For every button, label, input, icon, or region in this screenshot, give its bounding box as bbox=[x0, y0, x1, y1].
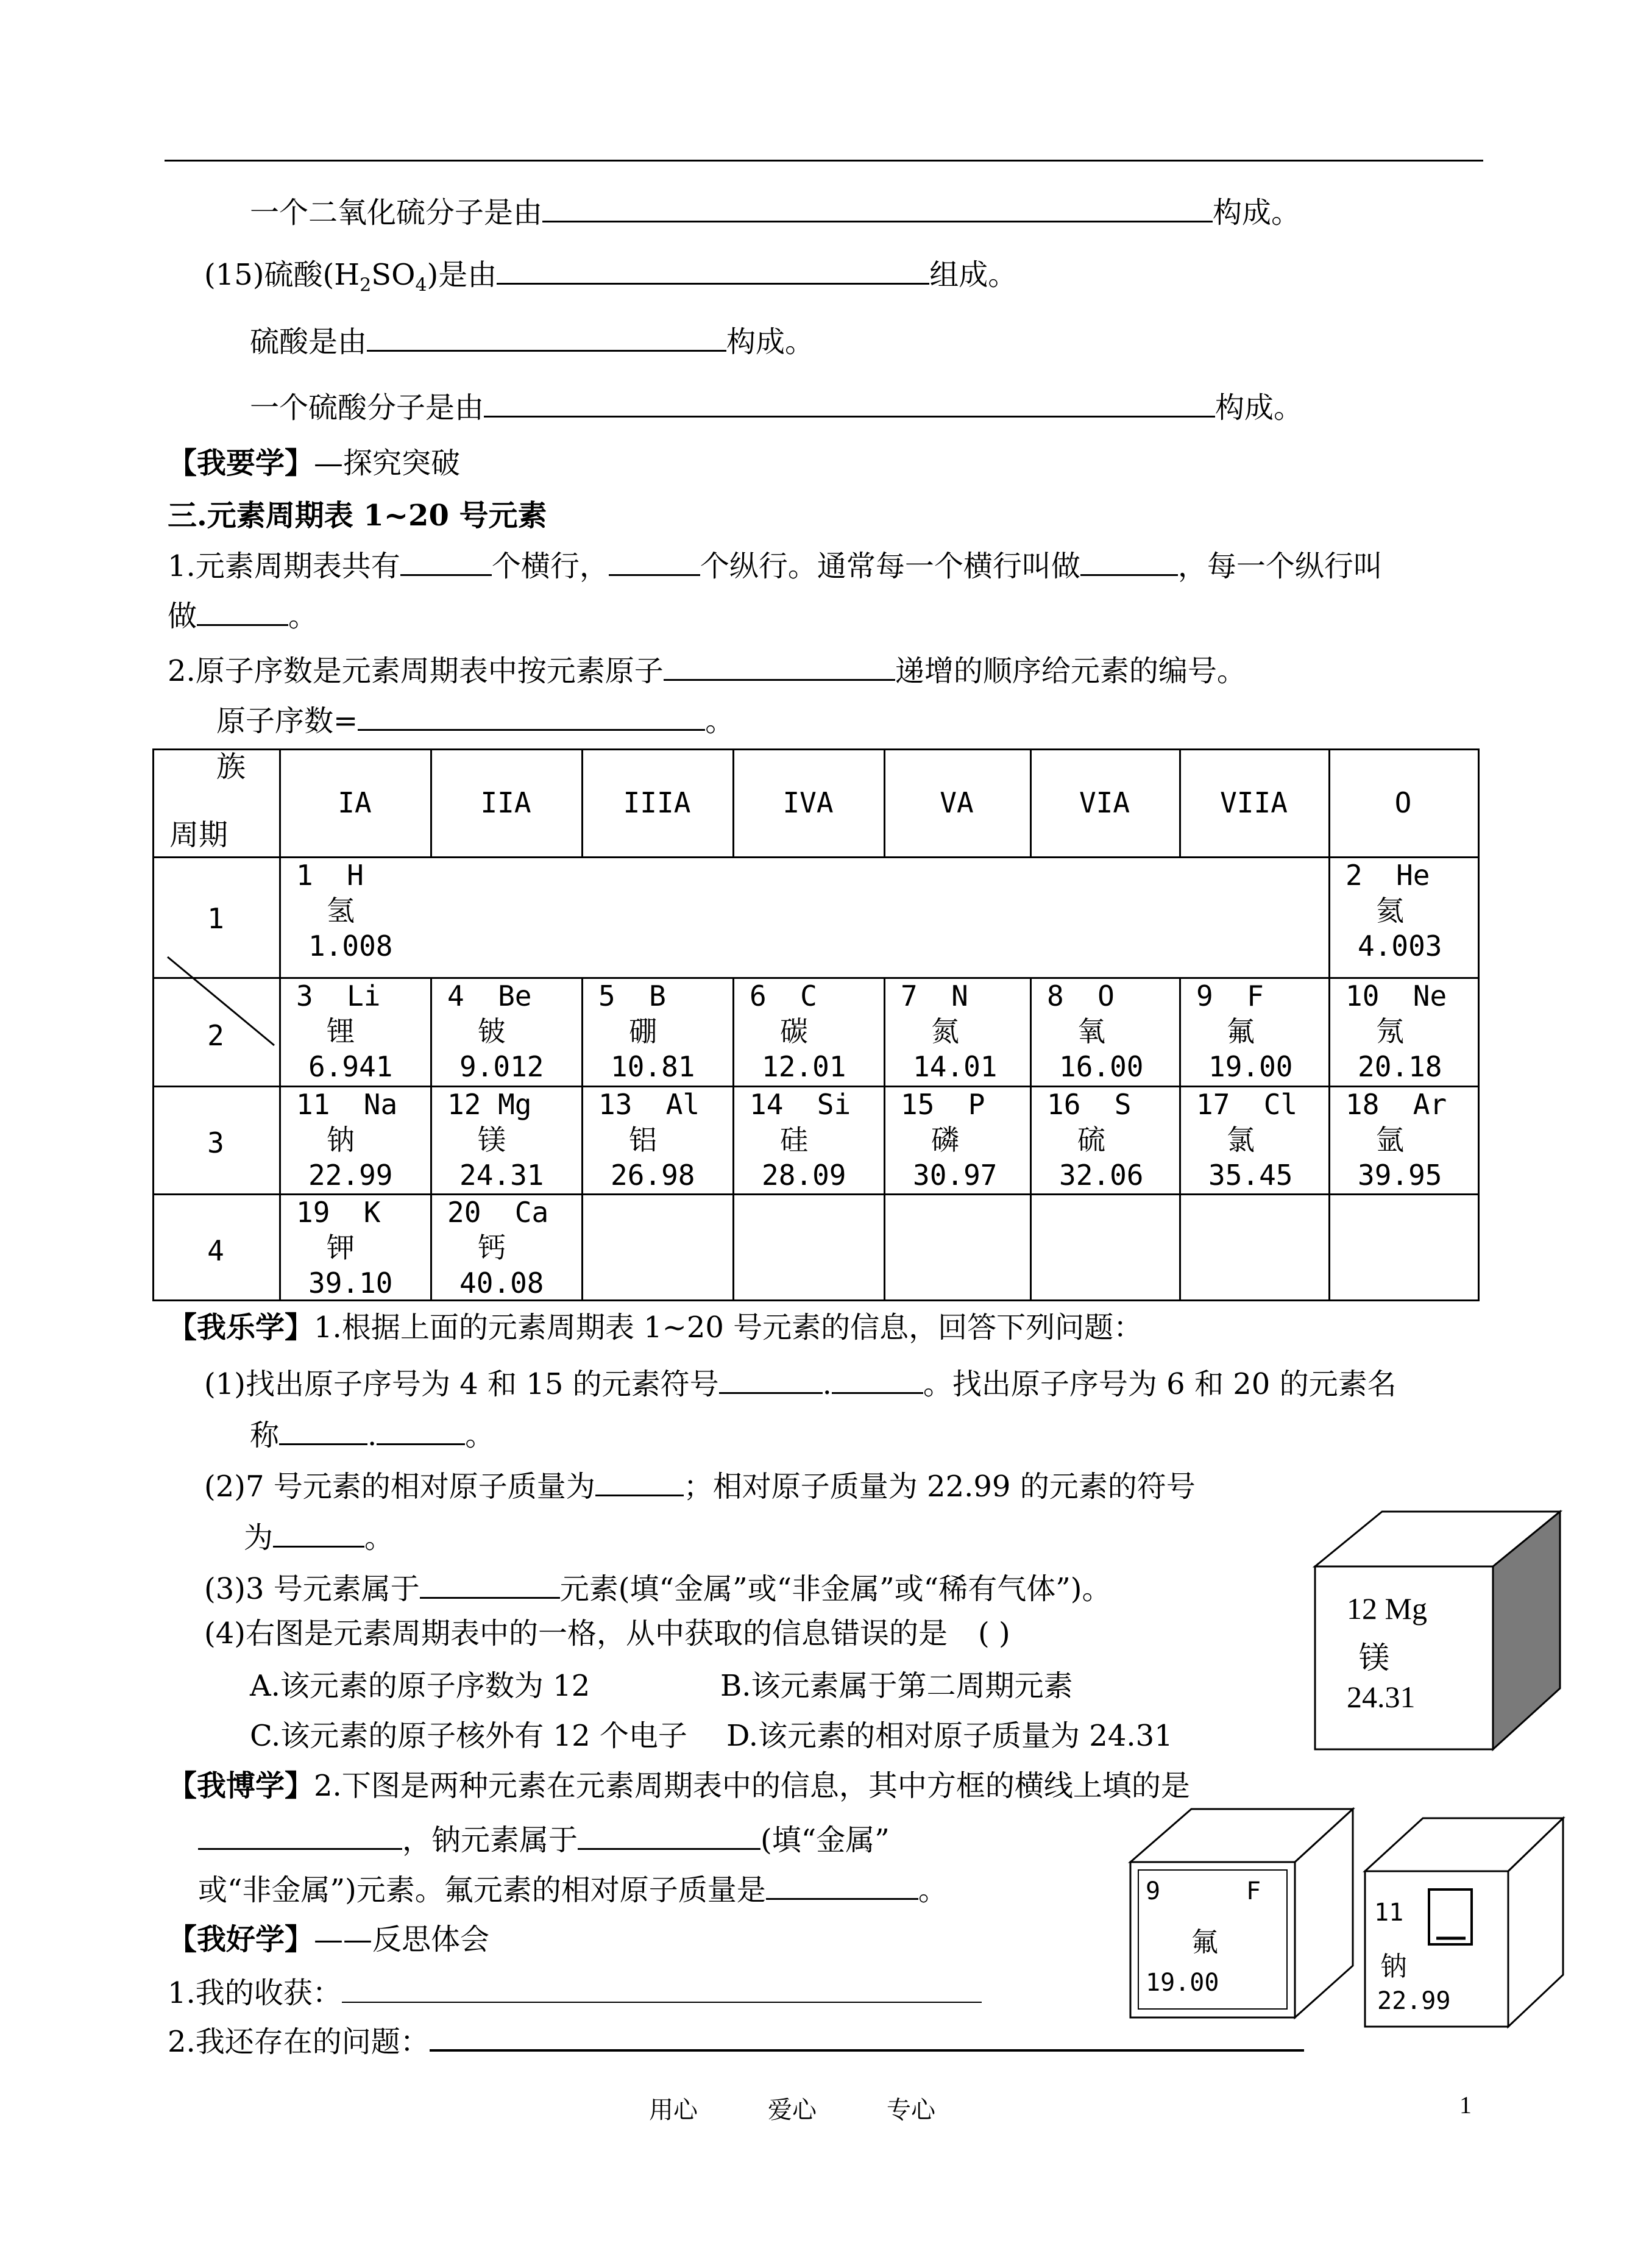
table-border-top bbox=[152, 748, 1480, 750]
element-mass: 19.00 bbox=[1208, 1050, 1293, 1083]
element-symbol: 11 Na bbox=[296, 1088, 398, 1121]
element-cube-na bbox=[1362, 1813, 1569, 2033]
header-rule bbox=[165, 160, 1483, 162]
element-symbol: 19 K bbox=[296, 1196, 381, 1229]
element-symbol: 15 P bbox=[901, 1088, 985, 1121]
element-name: 氩 bbox=[1376, 1123, 1404, 1156]
element-name: 氦 bbox=[1376, 894, 1404, 927]
bo-line-3: 或“非金属”)元素。氟元素的相对原子质量是 。 bbox=[198, 1871, 948, 1908]
element-name: 氧 bbox=[1077, 1015, 1105, 1048]
footer-text-1: 用心 bbox=[649, 2096, 698, 2124]
cube-na-name: 钠 bbox=[1380, 1951, 1407, 1982]
element-mass: 24.31 bbox=[459, 1159, 544, 1192]
element-symbol: 12 Mg bbox=[447, 1088, 532, 1121]
cube-f-number: 9 bbox=[1146, 1877, 1161, 1905]
element-mass: 26.98 bbox=[611, 1159, 695, 1192]
question-2-cont: 为 。 bbox=[244, 1519, 394, 1556]
element-name: 硫 bbox=[1077, 1123, 1105, 1156]
element-name: 锂 bbox=[327, 1015, 355, 1048]
line-so2-molecule: 一个二氧化硫分子是由 构成。 bbox=[250, 194, 1300, 231]
question-4: (4)右图是元素周期表中的一格，从中获取的信息错误的是 ( ) bbox=[204, 1616, 1010, 1651]
blank[interactable] bbox=[430, 2022, 1304, 2052]
question-3: (3)3 号元素属于 元素(填“金属”或“非金属”或“稀有气体”)。 bbox=[204, 1570, 1112, 1607]
element-symbol: 2 He bbox=[1346, 859, 1430, 892]
blank[interactable] bbox=[367, 323, 726, 352]
question-rows-columns-cont: 做 。 bbox=[168, 597, 317, 635]
table-col-line bbox=[1328, 748, 1330, 1301]
element-symbol: 14 Si bbox=[750, 1088, 851, 1121]
question-rows-columns: 1.元素周期表共有 个横行， 个纵行。通常每一个横行叫做 ，每一个纵行叫 bbox=[168, 547, 1383, 585]
element-name: 硅 bbox=[780, 1123, 808, 1156]
group-header: IIIA bbox=[623, 786, 691, 819]
element-name: 氯 bbox=[1227, 1123, 1255, 1156]
option-c[interactable]: C.该元素的原子核外有 12 个电子 bbox=[250, 1719, 687, 1753]
table-col-line bbox=[732, 977, 734, 1301]
element-mass: 40.08 bbox=[459, 1267, 544, 1299]
element-mass: 14.01 bbox=[913, 1050, 998, 1083]
element-symbol: 17 Cl bbox=[1196, 1088, 1298, 1121]
element-mass: 12.01 bbox=[762, 1050, 846, 1083]
blank[interactable] bbox=[664, 652, 895, 681]
line-sulfuric-acid-molecule: 一个硫酸分子是由 构成。 bbox=[250, 389, 1303, 426]
element-symbol: 6 C bbox=[750, 979, 817, 1012]
element-mass: 30.97 bbox=[913, 1159, 998, 1192]
blank[interactable] bbox=[400, 547, 492, 576]
bo-line-2: ，钠元素属于 (填“金属” bbox=[198, 1821, 890, 1858]
page-number: 1 bbox=[1459, 2091, 1472, 2119]
element-cube-mg bbox=[1310, 1505, 1566, 1755]
element-mass: 28.09 bbox=[762, 1159, 846, 1192]
element-mass: 6.941 bbox=[308, 1050, 393, 1083]
element-name: 氮 bbox=[931, 1015, 959, 1048]
element-symbol: 9 F bbox=[1196, 979, 1264, 1012]
option-a[interactable]: A.该元素的原子序数为 12 bbox=[250, 1669, 590, 1703]
element-name: 氢 bbox=[327, 894, 355, 927]
period-label: 2 bbox=[207, 1019, 224, 1052]
element-symbol: 13 Al bbox=[598, 1088, 700, 1121]
question-1-cont: 称 . 。 bbox=[250, 1417, 494, 1454]
cube-na-number: 11 bbox=[1374, 1899, 1404, 1927]
group-header: VIA bbox=[1079, 786, 1130, 819]
section-woyaoxue: 【我要学】—探究突破 bbox=[168, 446, 461, 480]
element-symbol: 5 B bbox=[598, 979, 666, 1012]
element-mass: 20.18 bbox=[1358, 1050, 1442, 1083]
element-symbol: 4 Be bbox=[447, 979, 532, 1012]
question-2: (2)7 号元素的相对原子质量为 ；相对原子质量为 22.99 的元素的符号 bbox=[204, 1468, 1196, 1505]
element-symbol: 18 Ar bbox=[1346, 1088, 1447, 1121]
element-mass: 35.45 bbox=[1208, 1159, 1293, 1192]
period-label: 3 bbox=[207, 1126, 224, 1159]
blank[interactable] bbox=[719, 1365, 823, 1394]
element-name: 碳 bbox=[780, 1015, 808, 1048]
section-wobofxue: 【我博学】2.下图是两种元素在元素周期表中的信息，其中方框的横线上填的是 bbox=[168, 1769, 1190, 1803]
blank[interactable] bbox=[497, 256, 929, 285]
element-symbol: 8 O bbox=[1047, 979, 1115, 1012]
table-col-line bbox=[581, 977, 583, 1301]
footer-text-3: 专心 bbox=[887, 2096, 935, 2124]
line-sulfuric-acid-structure: 硫酸是由 构成。 bbox=[250, 323, 814, 360]
footer-text-2: 爱心 bbox=[768, 2096, 817, 2124]
element-name: 铍 bbox=[478, 1015, 506, 1048]
table-col-line bbox=[884, 977, 885, 1301]
group-header: VA bbox=[940, 786, 974, 819]
option-b[interactable]: B.该元素属于第二周期元素 bbox=[720, 1669, 1073, 1703]
element-symbol: 3 Li bbox=[296, 979, 381, 1012]
element-name: 硼 bbox=[629, 1015, 657, 1048]
element-mass: 39.95 bbox=[1358, 1159, 1442, 1192]
element-name: 铝 bbox=[629, 1123, 657, 1156]
cube-na-mass: 22.99 bbox=[1377, 1987, 1451, 2015]
section-wolexue: 【我乐学】1.根据上面的元素周期表 1~20 号元素的信息，回答下列问题： bbox=[168, 1310, 1143, 1345]
element-name: 钾 bbox=[327, 1231, 355, 1264]
cube-mg-symbol: 12 Mg bbox=[1347, 1591, 1427, 1626]
blank[interactable] bbox=[279, 1417, 367, 1445]
blank[interactable] bbox=[832, 1365, 923, 1394]
section-wohaoxue: 【我好学】——反思体会 bbox=[168, 1922, 490, 1957]
blank[interactable] bbox=[273, 1519, 364, 1548]
group-header: IA bbox=[338, 786, 372, 819]
blank[interactable] bbox=[766, 1871, 918, 1900]
element-symbol: 20 Ca bbox=[447, 1196, 549, 1229]
reflection-gains: 1.我的收获： bbox=[168, 1975, 982, 2011]
element-mass: 32.06 bbox=[1059, 1159, 1144, 1192]
cube-f-mass: 19.00 bbox=[1146, 1969, 1219, 1997]
blank[interactable] bbox=[578, 1821, 760, 1850]
blank[interactable] bbox=[1080, 547, 1178, 576]
table-border-right bbox=[1478, 748, 1480, 1301]
option-d[interactable]: D.该元素的相对原子质量为 24.31 bbox=[726, 1719, 1173, 1753]
section-title-periodic-table: 三.元素周期表 1~20 号元素 bbox=[168, 499, 547, 533]
element-symbol: 7 N bbox=[901, 979, 968, 1012]
blank[interactable] bbox=[609, 547, 700, 576]
element-name: 氟 bbox=[1227, 1015, 1255, 1048]
element-symbol: 1 H bbox=[296, 859, 364, 892]
period-label: 4 bbox=[207, 1234, 224, 1267]
element-mass: 16.00 bbox=[1059, 1050, 1144, 1083]
blank[interactable] bbox=[595, 1468, 684, 1496]
cube-outline bbox=[1310, 1505, 1566, 1755]
table-col-line bbox=[1179, 977, 1181, 1301]
group-header: IVA bbox=[782, 786, 834, 819]
cube-mg-mass: 24.31 bbox=[1347, 1680, 1416, 1714]
element-mass: 22.99 bbox=[308, 1159, 393, 1192]
element-symbol: 16 S bbox=[1047, 1088, 1132, 1121]
blank[interactable] bbox=[342, 1975, 982, 2003]
element-name: 镁 bbox=[478, 1123, 506, 1156]
blank[interactable] bbox=[542, 194, 1213, 222]
line-sulfuric-acid-composition: (15)硫酸$(H_2SO_4)$是由 组成。 bbox=[204, 256, 1017, 304]
element-cube-f bbox=[1127, 1804, 1359, 2024]
element-name: 钠 bbox=[327, 1123, 355, 1156]
atomic-number-equation: 原子序数= 。 bbox=[216, 702, 734, 739]
element-mass: 1.008 bbox=[308, 930, 393, 962]
blank[interactable] bbox=[484, 389, 1215, 418]
period-label: 1 bbox=[207, 902, 224, 935]
cube-f-name: 氟 bbox=[1191, 1927, 1218, 1958]
element-name: 磷 bbox=[931, 1123, 959, 1156]
corner-header-period: 周期 bbox=[169, 818, 229, 852]
group-header: IIA bbox=[480, 786, 531, 819]
group-header: O bbox=[1394, 786, 1412, 819]
group-header: VIIA bbox=[1220, 786, 1288, 819]
element-mass: 4.003 bbox=[1358, 930, 1442, 962]
cube-f-symbol: F bbox=[1246, 1877, 1261, 1905]
element-mass: 39.10 bbox=[308, 1267, 393, 1299]
blank[interactable] bbox=[198, 1821, 402, 1850]
reflection-problems: 2.我还存在的问题： bbox=[168, 2022, 1304, 2060]
blank[interactable] bbox=[420, 1570, 560, 1599]
element-mass: 9.012 bbox=[459, 1050, 544, 1083]
corner-header-group: 族 bbox=[216, 750, 246, 784]
blank[interactable] bbox=[377, 1417, 465, 1445]
table-col-line bbox=[430, 977, 432, 1301]
element-symbol: 10 Ne bbox=[1346, 979, 1447, 1012]
question-atomic-number: 2.原子序数是元素周期表中按元素原子 递增的顺序给元素的编号。 bbox=[168, 652, 1246, 689]
blank[interactable] bbox=[197, 597, 288, 626]
question-1: (1)找出原子序号为 4 和 15 的元素符号 . 。找出原子序号为 6 和 20 的元素名 bbox=[204, 1365, 1397, 1402]
blank[interactable] bbox=[358, 702, 705, 731]
element-name: 氖 bbox=[1376, 1015, 1404, 1048]
element-name: 钙 bbox=[478, 1231, 506, 1264]
cube-mg-name: 镁 bbox=[1359, 1640, 1389, 1676]
table-col-line bbox=[1030, 977, 1032, 1301]
element-mass: 10.81 bbox=[611, 1050, 695, 1083]
